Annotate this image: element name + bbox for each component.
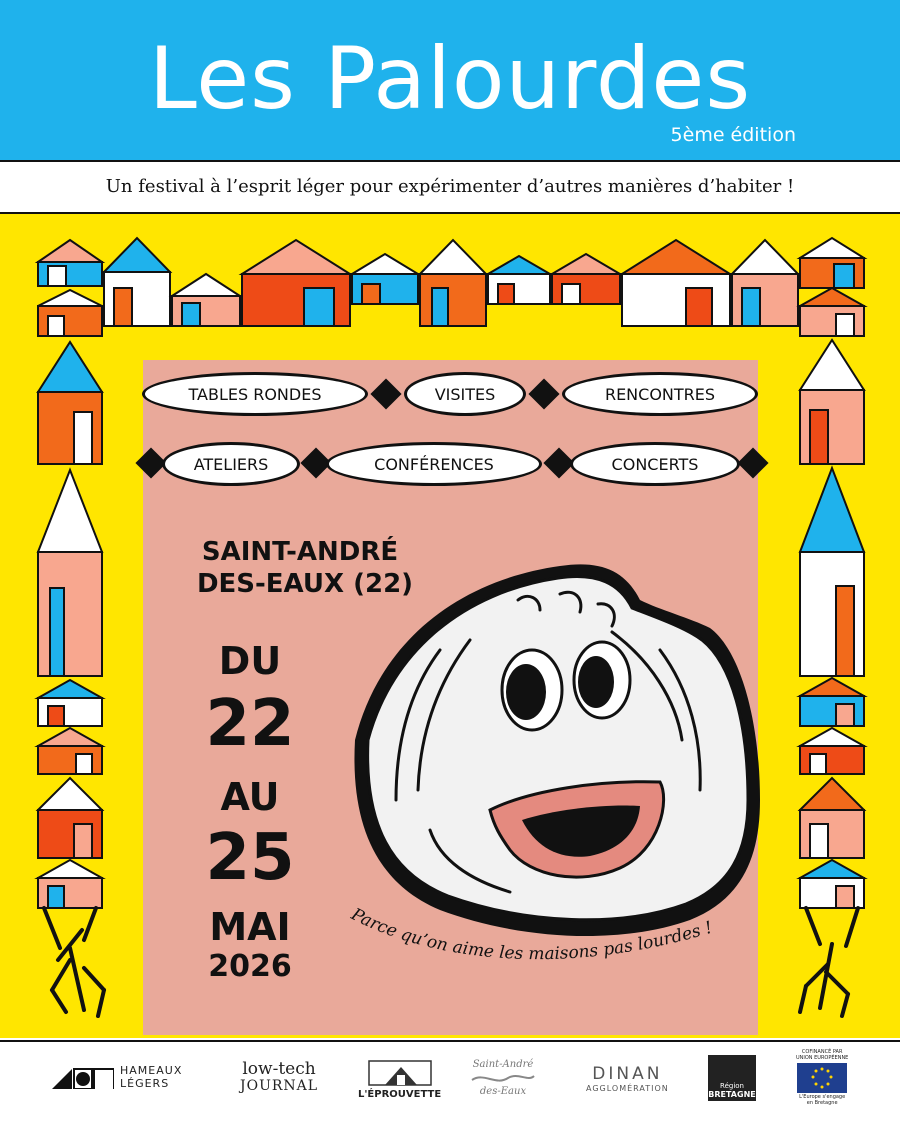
hameaux-line-2: LÉGERS [120, 1077, 170, 1090]
date-month: MAI [209, 905, 291, 949]
eu-top-2: UNION EUROPÉENNE [796, 1054, 849, 1061]
saint-andre-line-2: des-Eaux [479, 1086, 527, 1097]
tagline: Un festival à l’esprit léger pour expérimenter d’autres manières d’habiter ! [105, 176, 795, 197]
date-du: DU [218, 639, 282, 683]
eu-top-1: COFINANCÉ PAR [801, 1049, 843, 1055]
pill-concerts: CONCERTS [570, 442, 740, 486]
eu-bottom-2: en Bretagne [806, 1099, 838, 1106]
eprouvette-label: L'ÉPROUVETTE [358, 1088, 442, 1100]
stick-figure-left [44, 908, 104, 1016]
date-end: 25 [205, 821, 295, 895]
dinan-line-2: AGGLOMÉRATION [586, 1083, 669, 1093]
date-start: 22 [205, 687, 295, 761]
house-icon [800, 288, 864, 336]
house-icon [38, 240, 102, 286]
house-icon [800, 238, 864, 288]
pill-tables-rondes: TABLES RONDES [142, 372, 368, 416]
house-icon [800, 468, 864, 676]
logo-dinan-agglomeration [586, 1048, 669, 1108]
region-line-1: Région [720, 1082, 744, 1090]
pill-visites: VISITES [404, 372, 526, 416]
house-icon [38, 290, 102, 336]
pill-rencontres: RENCONTRES [562, 372, 758, 416]
stick-figure-right [800, 908, 858, 1016]
logo-region-bretagne [708, 1048, 756, 1108]
logo-hameaux-legers [52, 1048, 182, 1108]
lowtech-line-1: low-tech [242, 1059, 316, 1080]
house-icon [552, 254, 620, 304]
eu-bottom-1: L'Europe s'engage [799, 1094, 846, 1100]
house-icon [800, 728, 864, 774]
location-line-1: SAINT-ANDRÉ [201, 537, 399, 567]
house-icon [38, 728, 102, 774]
house-icon [622, 240, 730, 326]
saint-andre-wave-icon [470, 1070, 536, 1086]
region-bretagne-badge [708, 1055, 756, 1101]
house-icon [172, 274, 240, 326]
house-icon [732, 240, 798, 326]
house-icon [352, 254, 418, 304]
pill-ateliers: ATELIERS [162, 442, 300, 486]
location-line-2: DES-EAUX (22) [196, 569, 414, 599]
eu-stars-icon [797, 1063, 847, 1093]
logo-saint-andre-des-eaux [470, 1048, 536, 1108]
eu-flag-icon [797, 1063, 847, 1093]
logo-union-europeenne [796, 1048, 848, 1108]
festival-title: Les Palourdes [148, 29, 752, 129]
house-icon [38, 342, 102, 464]
region-line-2: BRETAGNE [708, 1090, 756, 1099]
house-icon [104, 238, 170, 326]
lowtech-line-2: JOURNAL [240, 1078, 319, 1095]
eprouvette-building-icon [365, 1057, 435, 1087]
hameaux-legers-icon [52, 1067, 114, 1089]
house-icon [242, 240, 350, 326]
date-au: AU [220, 775, 280, 819]
pill-conferences: CONFÉRENCES [326, 442, 542, 486]
logo-lowtech-journal [240, 1048, 318, 1108]
house-icon [420, 240, 486, 326]
date-year: 2026 [208, 949, 292, 984]
house-icon [38, 778, 102, 858]
house-icon [800, 678, 864, 726]
house-icon [38, 680, 102, 726]
house-icon [38, 470, 102, 676]
saint-andre-line-1: Saint-André [472, 1059, 534, 1070]
slogan-text: Parce qu’on aime les maisons pas lourdes ! [347, 904, 715, 965]
house-icon [800, 778, 864, 858]
logo-eprouvette [358, 1048, 441, 1108]
dinan-line-1: DINAN [592, 1063, 663, 1084]
house-icon [800, 860, 864, 908]
house-icon [38, 860, 102, 908]
house-icon [800, 340, 864, 464]
hameaux-line-1: HAMEAUX [120, 1064, 183, 1078]
house-icon [488, 256, 550, 304]
edition-label: 5ème édition [670, 124, 796, 146]
clam-mascot-icon [354, 564, 760, 936]
